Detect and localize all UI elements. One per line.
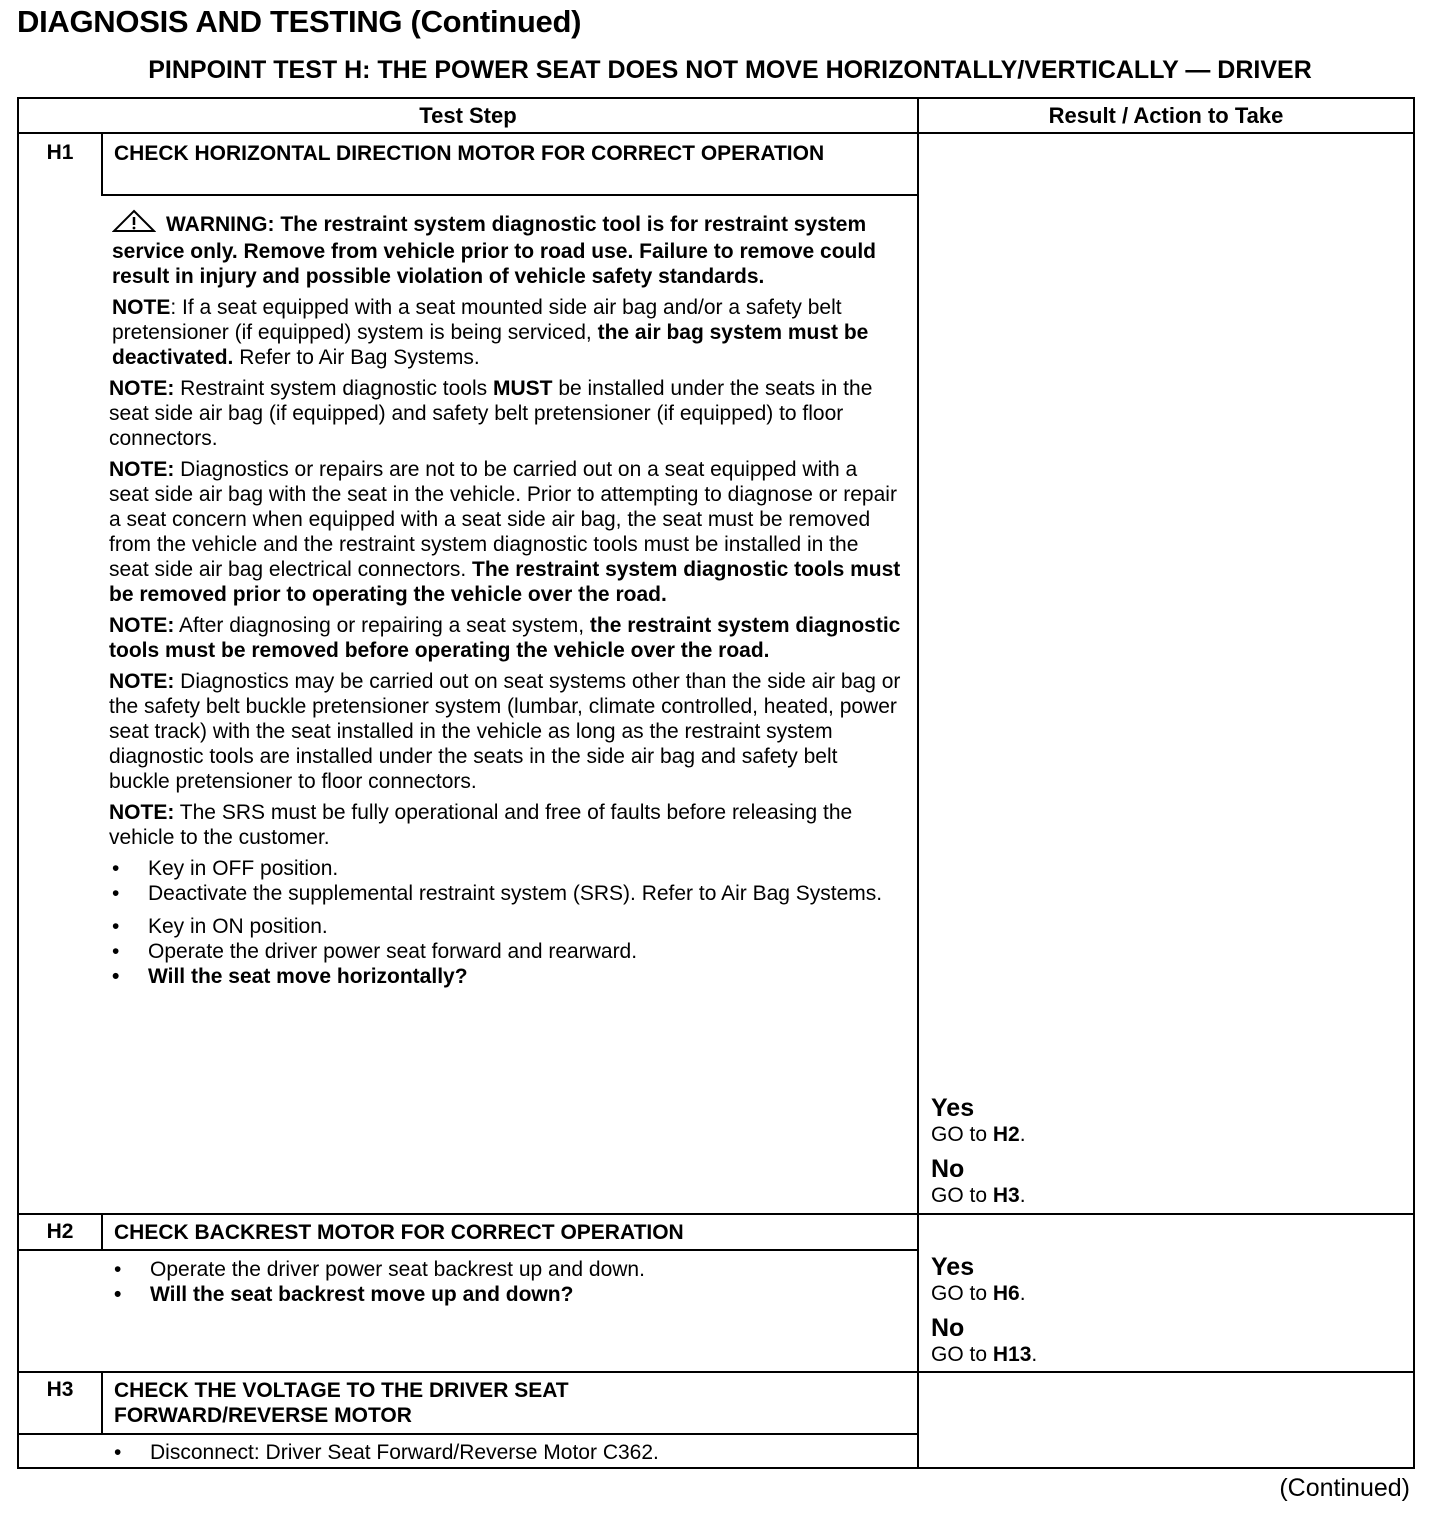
- list-item: • Key in ON position.: [112, 915, 328, 938]
- step-actions-h1: [112, 856, 902, 989]
- result-h2: [931, 1253, 1037, 1375]
- h1-title-rule: [101, 194, 919, 196]
- step-id-h3: H3: [46, 1378, 74, 1401]
- result-no-action: GO to H13.: [931, 1343, 1038, 1366]
- step-body-h2: [114, 1257, 904, 1307]
- h3-title-rule: [19, 1433, 919, 1435]
- step-title-h1: CHECK HORIZONTAL DIRECTION MOTOR FOR CORRECT OPERATION: [114, 142, 825, 165]
- result-yes-action: GO to H2.: [931, 1123, 1026, 1146]
- continued-label: (Continued): [1279, 1474, 1410, 1502]
- step-id-divider: [101, 1373, 103, 1435]
- goto-link-h13[interactable]: H13: [992, 1343, 1032, 1366]
- step-actions-h3: [114, 1440, 904, 1465]
- warning-triangle-icon: [112, 209, 156, 239]
- result-no-action: GO to H3.: [931, 1184, 1026, 1207]
- list-item: • Deactivate the supplemental restraint system (SRS). Refer to Air Bag Systems.: [112, 882, 883, 905]
- list-item: • Operate the driver power seat backrest up and down.: [114, 1258, 645, 1281]
- goto-link-h6[interactable]: H6: [992, 1282, 1020, 1305]
- list-item: • Disconnect: Driver Seat Forward/Reverse Motor C362.: [114, 1441, 659, 1464]
- note-2: NOTE: Restraint system diagnostic tools MUST be installed under the seats in the seat side air bag (if equipped) and safety belt pretensioner (if equipped) to floor connectors.: [109, 377, 873, 450]
- result-no-label: No: [931, 1314, 965, 1342]
- list-item: • Operate the driver power seat forward and rearward.: [112, 940, 638, 963]
- column-header-test-step: Test Step: [419, 103, 517, 128]
- step-id-h1: H1: [46, 141, 74, 164]
- note-5: NOTE: Diagnostics may be carried out on seat systems other than the side air bag or the safety belt buckle pretensioner system (lumbar, climate controlled, heated, power seat track) with the seat installed in the vehicle as long as the restraint system diagnostic tools are installed under the seats in the side air bag and safety belt buckle pretensioner to floor connectors.: [109, 670, 901, 793]
- step-actions-h2: [114, 1257, 904, 1307]
- result-no-label: No: [931, 1155, 965, 1183]
- goto-link-h2[interactable]: H2: [992, 1123, 1020, 1146]
- pinpoint-test-title: PINPOINT TEST H: THE POWER SEAT DOES NOT MOVE HORIZONTALLY/VERTICALLY — DRIVER: [148, 56, 1312, 84]
- result-yes-label: Yes: [931, 1094, 975, 1122]
- h1-end-rule: [19, 1213, 1413, 1215]
- note-4: NOTE: After diagnosing or repairing a seat system, the restraint system diagnostic tools must be removed before operating the vehicle over the road.: [109, 614, 901, 662]
- list-item: • Will the seat move horizontally?: [112, 965, 468, 988]
- step-body-h1: [109, 209, 902, 989]
- step-title-h2: CHECK BACKREST MOTOR FOR CORRECT OPERATION: [114, 1221, 684, 1244]
- step-id-h2: H2: [46, 1220, 74, 1243]
- result-yes-label: Yes: [931, 1253, 975, 1281]
- result-h1: [931, 1094, 1026, 1216]
- step-body-h3: [114, 1440, 904, 1465]
- list-item: • Will the seat backrest move up and down?: [114, 1283, 574, 1306]
- list-item: • Key in OFF position.: [112, 857, 339, 880]
- goto-link-h3[interactable]: H3: [992, 1184, 1020, 1207]
- note-1: NOTE: If a seat equipped with a seat mounted side air bag and/or a safety belt pretensioner (if equipped) system is being serviced, the air bag system must be deactivated. Refer to Air Bag Systems.: [112, 296, 869, 369]
- h2-end-rule: [19, 1371, 1413, 1373]
- note-3: NOTE: Diagnostics or repairs are not to be carried out on a seat equipped with a seat side air bag with the seat in the vehicle. Prior to attempting to diagnose or repair a seat concern when equipped with a seat side air bag, the seat must be removed from the vehicle and the restraint system diagnostic tools must be installed in the seat side air bag electrical connectors. The restraint system diagnostic tools must be removed prior to operating the vehicle over the road.: [109, 458, 901, 606]
- warning-block: [112, 209, 902, 289]
- step-title-h3: CHECK THE VOLTAGE TO THE DRIVER SEAT FORWARD/REVERSE MOTOR: [114, 1379, 569, 1427]
- pinpoint-test-table: [17, 97, 1415, 1469]
- result-yes-action: GO to H6.: [931, 1282, 1026, 1305]
- column-divider: [917, 99, 919, 1467]
- note-6: NOTE: The SRS must be fully operational and free of faults before releasing the vehicle to the customer.: [109, 801, 853, 849]
- column-header-result: Result / Action to Take: [1048, 103, 1284, 128]
- step-id-divider: [101, 134, 103, 196]
- step-id-divider: [101, 1215, 103, 1251]
- warning-text: WARNING: The restraint system diagnostic tool is for restraint system service only. Remove from vehicle prior to road use. Failure to remove could result in injury and possible violation of vehicle safety standards.: [112, 213, 877, 288]
- h2-title-rule: [19, 1249, 919, 1251]
- page-title: DIAGNOSIS AND TESTING (Continued): [17, 4, 582, 39]
